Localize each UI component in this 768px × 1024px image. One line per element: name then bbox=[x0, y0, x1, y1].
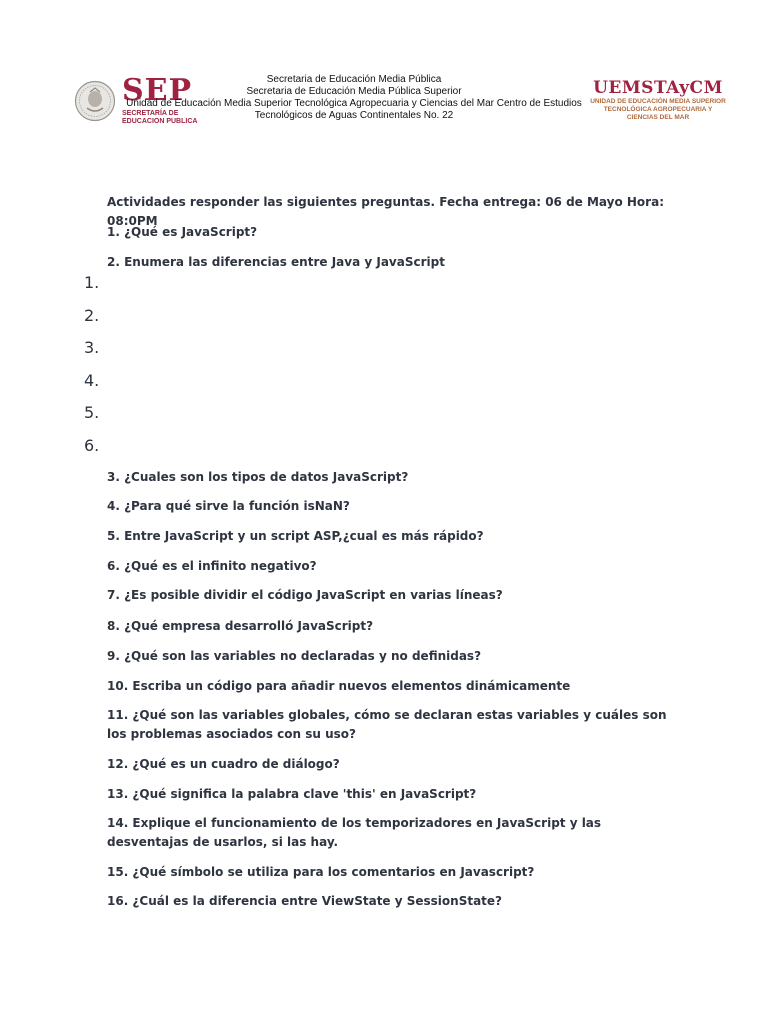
uemstaycm-logo bbox=[588, 78, 728, 122]
question-14: 14. Explique el funcionamiento de los temporizadores en JavaScript y las desventajas de usarlos, si las hay. bbox=[107, 816, 602, 849]
header-line-1: Secretaria de Educación Media Pública bbox=[266, 74, 442, 85]
numbered-item-6: 6. bbox=[84, 436, 100, 455]
question-10: 10. Escriba un código para añadir nuevos elementos dinámicamente bbox=[107, 679, 571, 693]
sep-logo-sub2: EDUCACIÓN PÚBLICA bbox=[122, 118, 198, 124]
header-line-3: Unidad de Educación Media Superior Tecnológica Agropecuaria y Ciencias del Mar Centro de Estudios bbox=[126, 98, 582, 109]
numbered-item-4: 4. bbox=[84, 371, 100, 390]
numbered-item-5: 5. bbox=[84, 403, 100, 422]
question-5: 5. Entre JavaScript y un script ASP,¿cual es más rápido? bbox=[107, 529, 484, 543]
question-16: 16. ¿Cuál es la diferencia entre ViewState y SessionState? bbox=[107, 894, 503, 908]
instructions: Actividades responder las siguientes preguntas. Fecha entrega: 06 de Mayo Hora: 08:0PM bbox=[107, 195, 664, 228]
uemstaycm-logo-title: UEMSTAyCM bbox=[593, 78, 723, 98]
question-1: 1. ¿Qué es JavaScript? bbox=[107, 225, 258, 239]
question-7: 7. ¿Es posible dividir el código JavaScript en varias líneas? bbox=[107, 588, 503, 602]
sep-logo-sub1: SECRETARÍA DE bbox=[122, 110, 179, 117]
question-6: 6. ¿Qué es el infinito negativo? bbox=[107, 559, 317, 573]
uemstaycm-logo-sub2: TECNOLÓGICA AGROPECUARIA Y bbox=[603, 106, 713, 113]
numbered-item-1: 1. bbox=[84, 273, 100, 292]
question-9: 9. ¿Qué son las variables no declaradas y no definidas? bbox=[107, 649, 482, 663]
numbered-item-2: 2. bbox=[84, 306, 100, 325]
question-15: 15. ¿Qué símbolo se utiliza para los comentarios en Javascript? bbox=[107, 865, 535, 879]
coat-of-arms-icon bbox=[74, 80, 116, 122]
header-text-block bbox=[120, 74, 588, 122]
uemstaycm-logo-sub1: UNIDAD DE EDUCACIÓN MEDIA SUPERIOR bbox=[590, 98, 726, 105]
question-11: 11. ¿Qué son las variables globales, cómo se declaran estas variables y cuáles son los problemas asociados con su uso? bbox=[107, 708, 667, 741]
question-8: 8. ¿Qué empresa desarrolló JavaScript? bbox=[107, 619, 374, 633]
question-12: 12. ¿Qué es un cuadro de diálogo? bbox=[107, 757, 340, 771]
header-line-2: Secretaria de Educación Media Pública Superior bbox=[246, 86, 462, 97]
question-13: 13. ¿Qué significa la palabra clave 'this' en JavaScript? bbox=[107, 787, 477, 801]
sep-logo-word: SEP bbox=[122, 73, 193, 108]
numbered-item-3: 3. bbox=[84, 338, 100, 357]
question-3: 3. ¿Cuales son los tipos de datos JavaScript? bbox=[107, 470, 409, 484]
uemstaycm-logo-sub3: CIENCIAS DEL MAR bbox=[626, 114, 690, 121]
question-2: 2. Enumera las diferencias entre Java y JavaScript bbox=[107, 255, 445, 269]
question-4: 4. ¿Para qué sirve la función isNaN? bbox=[107, 499, 350, 513]
header-line-4: Tecnológicos de Aguas Continentales No. 22 bbox=[254, 110, 454, 121]
